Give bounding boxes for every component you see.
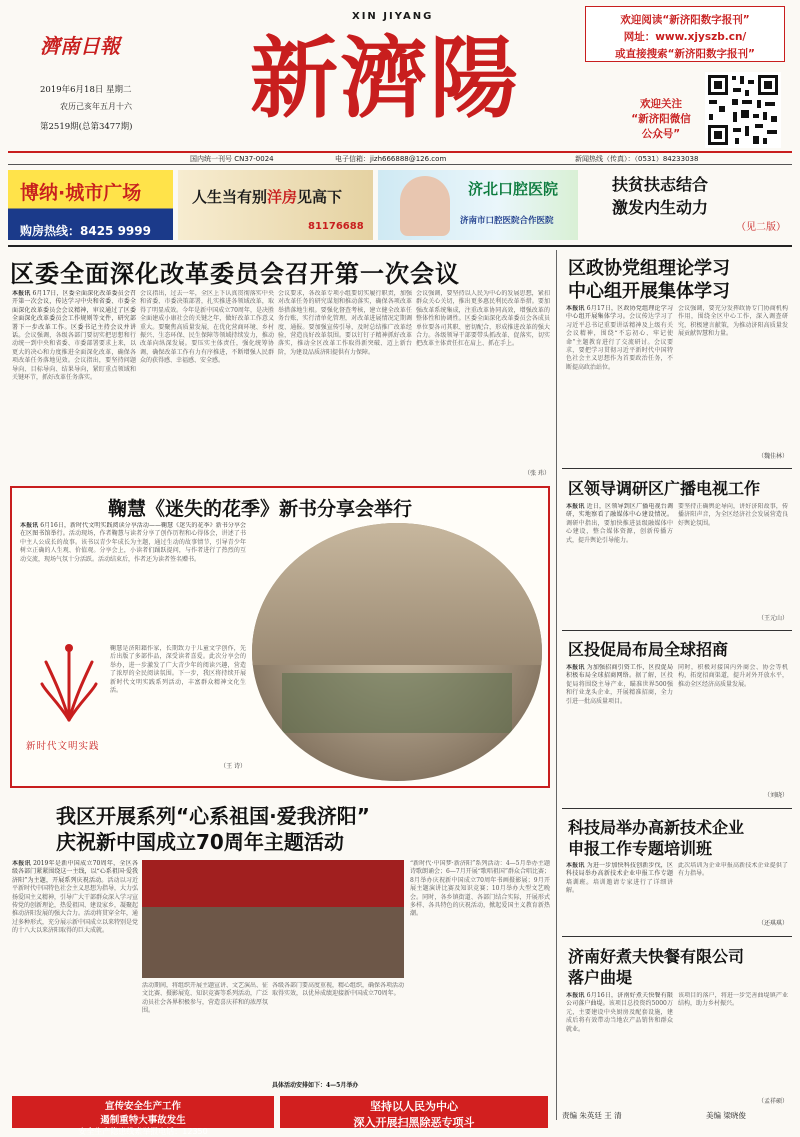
portrait-image — [400, 176, 450, 236]
right-story1-col-2: 会议强调，要充分发挥政协专门协商机构作用，围绕全区中心工作，深入调查研究，积极建言献策，为推动济阳高质量发展贡献智慧和力量。 （魏佳林） — [678, 305, 788, 460]
teaser-page-ref: （见二版） — [736, 222, 786, 233]
ad-villa-brand: 洋房 — [267, 188, 298, 206]
wechat-line-1: 欢迎关注 — [640, 98, 682, 110]
promo-search: 或直接搜索“新济阳数字报刊” — [615, 48, 755, 60]
paper-logo: 濟南日報 — [40, 34, 120, 58]
right-story3-col-2: 同时，积极对接国内外商会、协会等机构，拓宽招商渠道，提升对外开放水平，推动全区经济高质量发展。 （刘晓） — [678, 664, 788, 799]
main-byline: （张 玮） — [524, 469, 550, 477]
safety-banner — [12, 1096, 274, 1136]
right-h1-line-1[interactable]: 区政协党组理论学习 — [568, 258, 730, 279]
right-byline-3: （刘晓） — [763, 791, 788, 799]
teaser-line-1[interactable]: 扶贫扶志结合 — [612, 175, 709, 194]
right-story1-col-1: 本报讯 6月17日，区政协党组理论学习中心组开展集体学习。会议传达学习了习近平总书记重要讲话精神及上级有关会议精神，围绕“不忘初心、牢记使命”主题教育进行了交流研讨。会议要求，要把学习贯彻习近平新时代中国特色社会主义思想作为首要政治任务，不断提高政治站位。 — [566, 305, 673, 371]
wechat-line-2: “新济阳微信 — [631, 113, 691, 125]
right-byline-5: （孟祥硕） — [757, 1097, 788, 1105]
ad-city-plaza[interactable] — [8, 170, 173, 240]
lunar-date: 农历己亥年五月十六 — [60, 102, 132, 111]
feature-headline[interactable]: 鞠慧《迷失的花季》新书分享会举行 — [108, 498, 413, 520]
story3-body-col-2: 活动期间，将组织开展主题宣讲、文艺演出、征文比赛、摄影展览、知识竞赛等系列活动，广泛动员社会各界积极参与，营造喜庆祥和的浓厚氛围。 — [142, 982, 268, 1015]
group-photo — [252, 523, 542, 781]
right-byline-1: （魏佳林） — [757, 452, 788, 460]
digital-promo-box — [585, 6, 785, 62]
email-info: 电子信箱：jizh666888@126.com — [335, 155, 447, 163]
promo-title: 欢迎阅读“新济阳数字报刊” — [620, 14, 750, 26]
anti-crime-slogan-1: 坚持以人民为中心 — [370, 1100, 458, 1113]
ad-city-plaza-phone: 购房热线：8425 9999 — [20, 224, 151, 238]
story3-body-col-3: 各级各部门要高度重视，精心组织，确保各项活动取得实效，以优异成绩迎接新中国成立70周年。 具体活动安排如下：4—5月举办 — [272, 982, 404, 1089]
ad-villa-phone: 81176688 — [308, 221, 364, 232]
main-body-col-1: 本报讯 6月17日，区委全面深化改革委员会召开第一次会议，传达学习中央和省委、市委全面深化改革委员会会议精神，审议通过了区委全面深化改革委员会工作规则等文件，研究部署下一步改革工作。区委书记主持会议并讲话。会议强调，各级各部门要切实把思想和行动统一到中央和省委、市委部署要求上来，以更大的决心和力度推进全面深化改革，确保各项改革任务落地见效。会议指出，要坚持问题导向、目标导向、结果导向，紧盯重点领域和关键环节，抓好改革任务落实。 — [12, 290, 136, 382]
issue-number: 第2519期(总第3477期) — [40, 122, 133, 132]
date-line: 2019年6月18日 星期二 — [40, 85, 132, 95]
ad-dental-hospital[interactable] — [378, 170, 578, 240]
right-byline-4: （还琪琪） — [757, 919, 788, 927]
main-body-col-4: 会议强调，要坚持以人民为中心的发展思想，紧扣群众关心关切，推出更多惠民利民改革举措。要加强改革系统集成，注重改革协同高效，增强改革的整体性和协调性。区委全面深化改革委员会各成员单位要各司其职、密切配合，形成推进改革的强大合力。各级领导干部要带头抓改革、促落实，切实把改革主体责任扛在肩上、抓在手上。 （张 玮） — [416, 290, 550, 477]
ad-city-plaza-title: 博纳·城市广场 — [20, 182, 142, 204]
anti-crime-slogan-2: 深入开展扫黑除恶专项斗 — [353, 1116, 475, 1129]
masthead-pinyin: XIN JIYANG — [352, 11, 434, 22]
ad-dental-sub: 济南市口腔医院合作医院 — [460, 216, 554, 226]
promo-site: 网址：www.xjyszb.cn/ — [623, 31, 747, 43]
safety-hotline: 安全生产隐患线索举报电话：12350 — [78, 1127, 208, 1136]
right-byline-2: （王元山） — [757, 614, 788, 622]
safety-slogan-2: 遏制重特大事故发生 — [100, 1115, 186, 1126]
ad-villa[interactable] — [178, 170, 373, 240]
right-h4-line-2[interactable]: 申报工作专题培训班 — [568, 839, 713, 858]
story3-headline-1[interactable]: 我区开展系列“心系祖国·爱我济阳” — [56, 804, 370, 828]
ad-villa-tail: 见高下 — [297, 188, 343, 206]
right-h4-line-1[interactable]: 科技局举办高新技术企业 — [568, 818, 745, 837]
right-story3-col-1: 本报讯 为加强招商引资工作，区投促局积极布局全球招商网络。据了解，区投促局将围绕主导产业，瞄准世界500强和行业龙头企业，开展精准招商，全力引进一批高质量项目。 — [566, 664, 673, 705]
feature-body-top: 本报讯 6月16日，新时代文明实践阅读分享活动——鞠慧《迷失的花季》新书分享会在区图书馆举行。活动现场，作者鞠慧与读者分享了创作历程和心得体会，讲述了书中主人公成长的故事。该书以青少年成长为主题，通过生动的故事情节，引导青少年树立正确的人生观、价值观。分享会上，小读者们踊跃提问，与作者进行了热烈的互动交流，现场气氛十分活跃。活动结束后，作者还为读者签名赠书。 — [20, 522, 246, 563]
civilization-practice-logo — [40, 640, 98, 728]
story3-schedule: 具体活动安排如下：4—5月举办 — [272, 1081, 359, 1089]
right-h5-line-1[interactable]: 济南好煮夫快餐有限公司 — [568, 947, 745, 966]
ad-villa-slogan — [178, 170, 373, 207]
right-story4-col-1: 本报讯 为进一步加快科技创新步伐，区科技局举办高新技术企业申报工作专题培训班。培训邀请专家进行了详细讲解。 — [566, 862, 673, 895]
wechat-line-3: 公众号” — [641, 128, 681, 140]
right-story2-col-2: 要坚持正确舆论导向，讲好济阳故事，传播济阳声音，为全区经济社会发展营造良好舆论氛围。 （王元山） — [678, 503, 788, 622]
qr-code-icon — [705, 72, 781, 148]
main-body-col-2: 会议指出，过去一年，全区上下认真贯彻落实中央和省委、市委决策部署，扎实推进各领域改革，取得了明显成效。今年是新中国成立70周年，是决胜全面建成小康社会的关键之年，做好改革工作意义重大。要聚焦高质量发展，在优化营商环境、乡村振兴、生态环保、民生保障等领域持续发力，推动改革向纵深发展。要压实主体责任，强化统筹协调，确保改革工作有力有序推进，不断增强人民群众的获得感、幸福感、安全感。 — [140, 290, 274, 365]
right-story4-col-2: 此次培训为企业申报高新技术企业提供了有力指导。 （还琪琪） — [678, 862, 788, 927]
right-h1-line-2[interactable]: 中心组开展集体学习 — [568, 281, 730, 302]
registration-code: 国内统一刊号 CN37-0024 — [190, 155, 274, 163]
logo-caption: 新时代文明实践 — [26, 741, 100, 752]
story3-body-col-1: 本报讯 2019年是新中国成立70周年，全区各级各部门紧紧围绕这一主线，以“心系祖国·爱我济阳”为主题，开展系列庆祝活动。活动以习近平新时代中国特色社会主义思想为指导，大力弘扬爱国主义精神，引导广大干部群众深入学习宣传党的创新理论，热爱祖国、建设家乡，凝聚起推动济阳发展的强大合力。活动将贯穿全年，通过多种形式，充分展示新中国成立以来特别是党的十八大以来济阳取得的巨大成就。 — [12, 860, 138, 935]
main-headline[interactable]: 区委全面深化改革委员会召开第一次会议 — [10, 260, 460, 288]
right-story5-col-1: 本报讯 6月16日，济南好煮夫快餐有限公司落户曲堤。该项目总投资约5000万元，主要建设中央厨房及配套设施，建成后将有效带动当地农产品销售和群众就业。 — [566, 992, 673, 1033]
ad-dental-title: 济北口腔医院 — [468, 180, 559, 198]
design-credit: 美编 梁晓俊 — [706, 1111, 746, 1120]
editors-credit: 责编 朱英廷 王 清 — [562, 1111, 622, 1120]
ad-villa-text: 人生当有别 — [192, 188, 268, 206]
right-story5-col-2: 该项目的落户，将进一步完善曲堤镇产业结构，助力乡村振兴。 （孟祥硕） — [678, 992, 788, 1105]
right-h5-line-2[interactable]: 落户曲堤 — [568, 968, 633, 987]
stage-photo — [142, 860, 404, 978]
anti-crime-banner — [280, 1096, 548, 1128]
masthead-title: 新濟陽 — [250, 26, 521, 130]
wechat-note — [620, 96, 702, 141]
story3-body-col-4: “新时代·中国梦·新济阳”系列活动：4—5月举办主题诗歌朗诵会；6—7月开展“歌唱祖国”群众合唱比赛；8月举办庆祝新中国成立70周年书画摄影展；9月开展主题演讲比赛及知识竞赛；10月举办大型文艺晚会。同时，各乡镇街道、各部门结合实际，开展形式多样、各具特色的庆祝活动，掀起爱国主义教育新热潮。 — [410, 860, 550, 918]
right-story2-col-1: 本报讯 近日，区领导到区广播电视台调研，实地察看了融媒体中心建设情况。调研中指出，要加快推进县级融媒体中心建设，整合媒体资源，创新传播方式，提升舆论引导能力。 — [566, 503, 673, 544]
story3-headline-2[interactable]: 庆祝新中国成立70周年主题活动 — [56, 830, 344, 854]
feature-byline: （王 诗） — [220, 762, 246, 770]
main-body-col-3: 会议要求，各改革专项小组要切实履行职责，加强对改革任务的研究谋划和推动落实，确保各项改革举措落地生根。要强化督查考核，建立健全改革任务台账，实行清单化管理，对改革进展情况定期调度、通报。要加强宣传引导，及时总结推广改革经验，营造良好改革氛围。要以钉钉子精神抓好改革落实，推动全区改革工作取得新突破、迈上新台阶，为建设品质济阳提供有力保障。 — [278, 290, 412, 356]
safety-slogan-1: 宣传安全生产工作 — [104, 1101, 181, 1112]
right-h2[interactable]: 区领导调研区广播电视工作 — [568, 479, 761, 498]
right-h3[interactable]: 区投促局布局全球招商 — [568, 640, 729, 659]
feature-body-bottom: 鞠慧是济阳籍作家，长期致力于儿童文学创作，先后出版了多部作品，深受读者喜爱。此次分享会的举办，进一步激发了广大青少年的阅读兴趣，营造了浓厚的全民阅读氛围。下一步，我区将持续开展新时代文明实践系列活动，丰富群众精神文化生活。 （王 诗） — [110, 645, 246, 770]
teaser-line-2[interactable]: 激发内生动力 — [612, 198, 709, 217]
hotline-info: 新闻热线（传真）：（0531）84233038 — [575, 155, 699, 163]
